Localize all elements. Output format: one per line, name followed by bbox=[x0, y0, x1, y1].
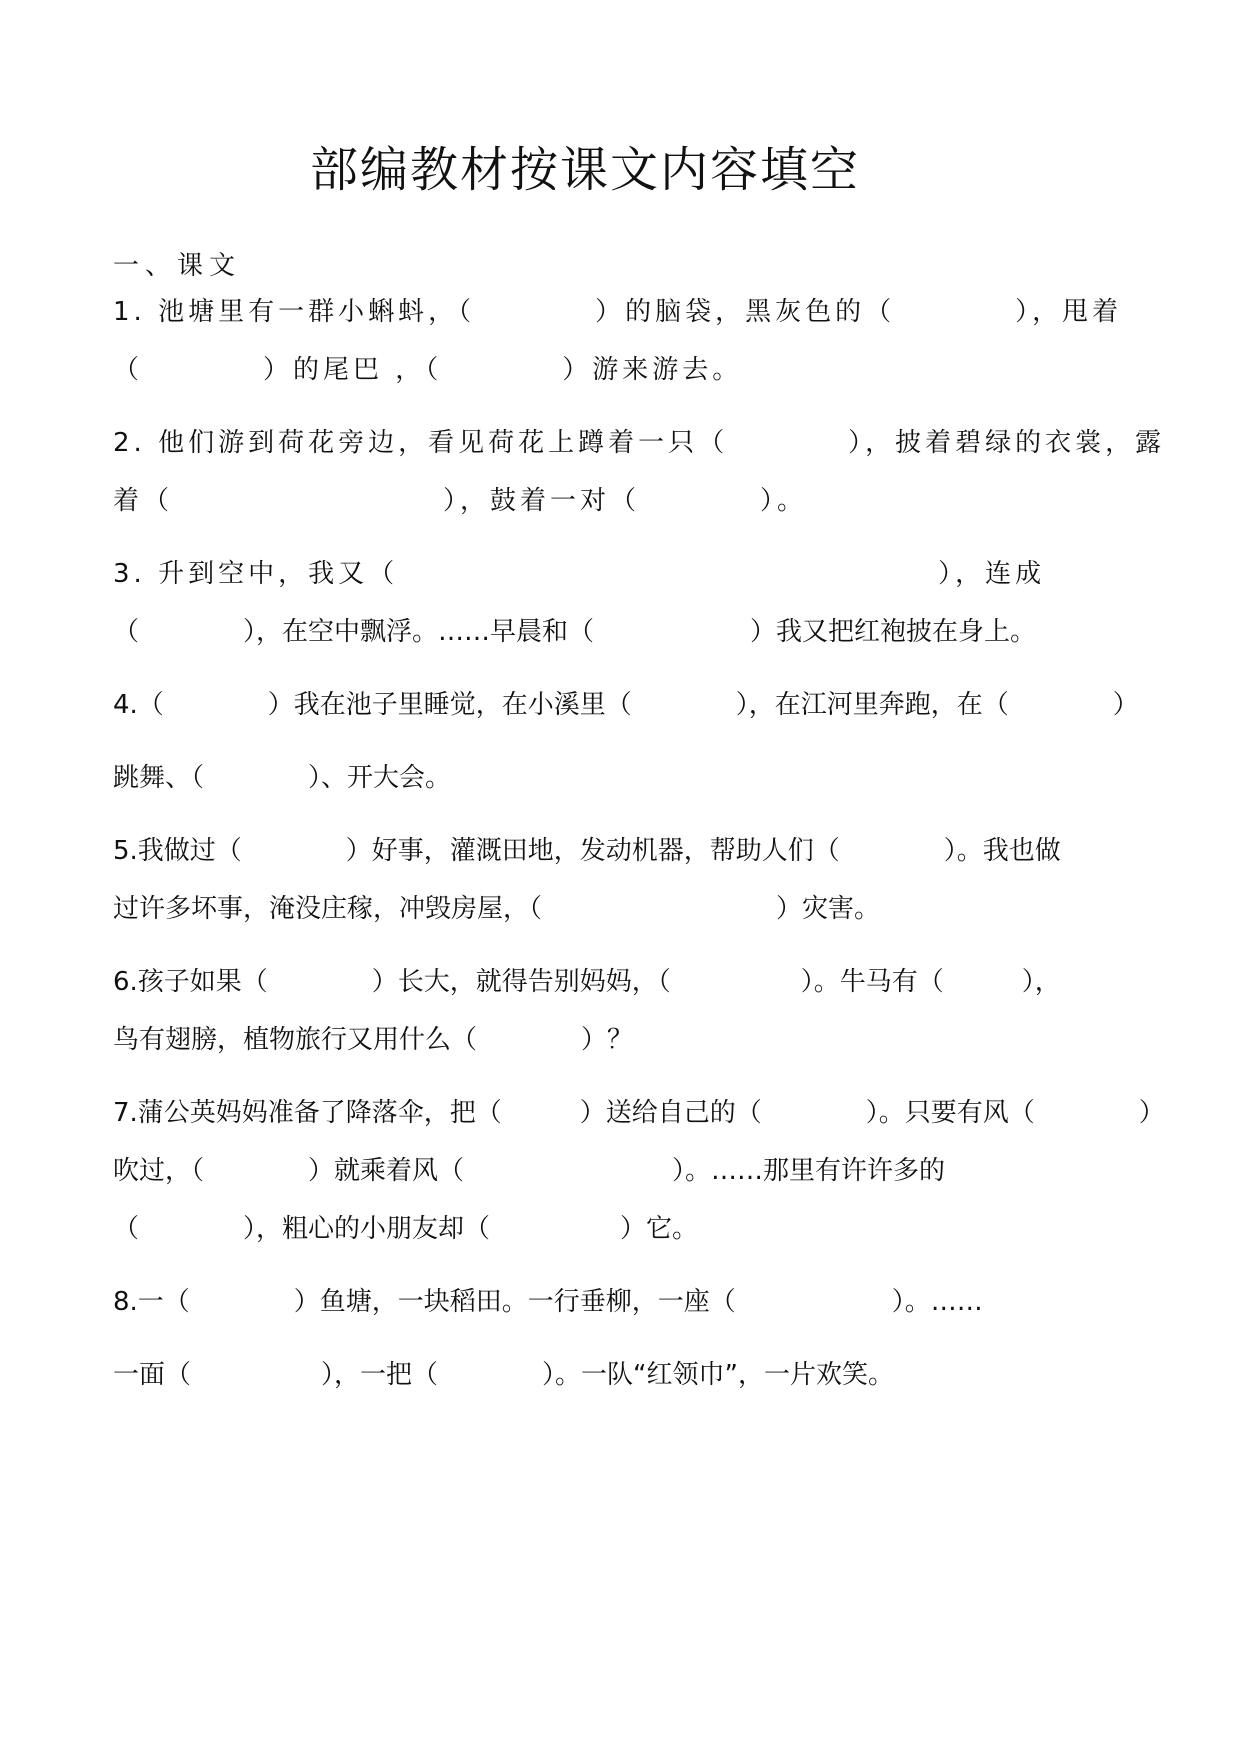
question-7-line-2: 吹过，（ ）就乘着风（ ）。……那里有许许多的 bbox=[113, 1156, 946, 1186]
section-heading: 一、课文 bbox=[113, 251, 242, 281]
question-4-line-2: 跳舞、（ ）、开大会。 bbox=[113, 763, 452, 793]
question-1-line-1: 1. 池塘里有一群小蝌蚪，（ ）的脑袋，黑灰色的（ ），甩着 bbox=[113, 297, 1123, 327]
question-8-line-2: 一面（ ），一把（ ）。一队“红领巾”，一片欢笑。 bbox=[113, 1360, 894, 1390]
question-7-line-1: 7.蒲公英妈妈准备了降落伞，把（ ）送给自己的（ ）。只要有风（ ） bbox=[113, 1098, 1165, 1128]
question-7-line-3: （ ），粗心的小朋友却（ ）它。 bbox=[113, 1214, 699, 1244]
question-5-line-1: 5.我做过（ ）好事，灌溉田地，发动机器，帮助人们（ ）。我也做 bbox=[113, 836, 1061, 866]
question-4-line-1: 4.（ ）我在池子里睡觉，在小溪里（ ），在江河里奔跑，在（ ） bbox=[113, 690, 1139, 720]
question-5-line-2: 过许多坏事，淹没庄稼，冲毁房屋，（ ）灾害。 bbox=[113, 894, 881, 924]
page-title: 部编教材按课文内容填空 bbox=[309, 142, 860, 198]
question-8-line-1: 8.一（ ）鱼塘，一块稻田。一行垂柳，一座（ ）。…… bbox=[113, 1287, 983, 1317]
question-2-line-2: 着（ ），鼓着一对（ ）。 bbox=[113, 486, 808, 516]
question-6-line-1: 6.孩子如果（ ）长大，就得告别妈妈，（ ）。牛马有（ ）， bbox=[113, 967, 1061, 997]
question-3-line-2: （ ），在空中飘浮。……早晨和（ ）我又把红袍披在身上。 bbox=[113, 617, 1037, 647]
question-3-line-1: 3. 升到空中，我又（ ），连成 bbox=[113, 559, 1046, 589]
question-6-line-2: 鸟有翅膀，植物旅行又用什么（ ）？ bbox=[113, 1025, 634, 1055]
question-2-line-1: 2. 他们游到荷花旁边，看见荷花上蹲着一只（ ），披着碧绿的衣裳，露 bbox=[113, 428, 1166, 458]
question-1-line-2: （ ）的尾巴 ，（ ）游来游去。 bbox=[113, 355, 743, 385]
